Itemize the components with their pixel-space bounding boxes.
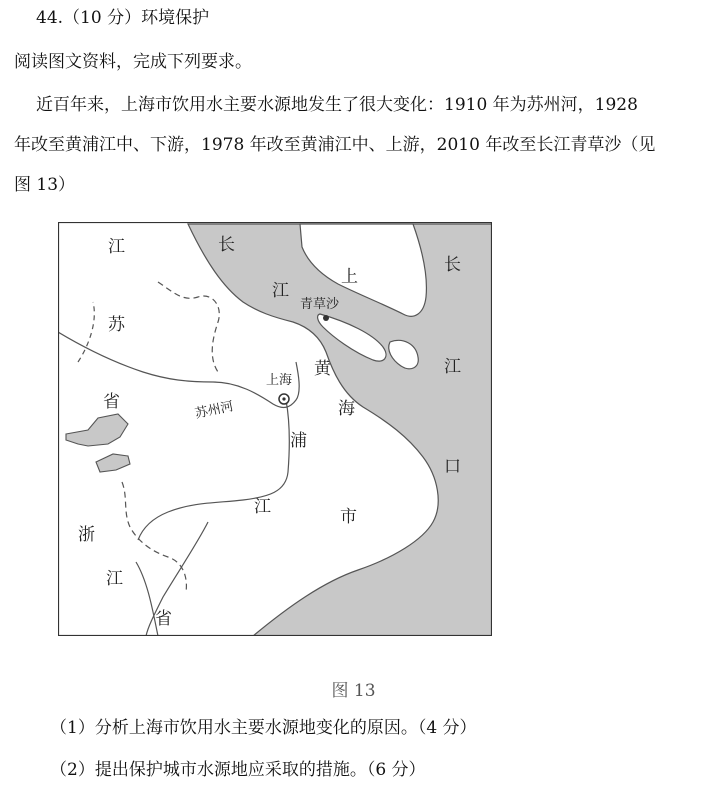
label-changjiangkou-2: 江 (444, 357, 461, 377)
paragraph-line-1: 近百年来，上海市饮用水主要水源地发生了很大变化：1910 年为苏州河，1928 (36, 95, 638, 115)
map-svg (58, 222, 492, 636)
label-jiangsu-3: 省 (103, 392, 120, 412)
label-huangpu-2: 浦 (290, 431, 307, 451)
label-huangpu-3: 江 (254, 497, 271, 517)
shanghai-city-dot (282, 397, 285, 400)
label-zhejiang-1: 浙 (78, 525, 95, 545)
label-jiangsu-1: 江 (108, 237, 125, 257)
label-zhejiang-3: 省 (155, 609, 172, 629)
qingcaosha-marker (323, 315, 329, 321)
label-suzhouhe: 苏州河 (193, 399, 235, 422)
label-changjiang-top-2: 江 (272, 281, 289, 301)
label-shi: 市 (340, 507, 357, 527)
label-changjiang-top-1: 长 (218, 235, 235, 255)
question-title: 44.（10 分）环境保护 (36, 8, 210, 28)
figure-caption: 图 13 (331, 681, 376, 701)
label-shang: 上 (341, 267, 358, 287)
label-hai: 海 (338, 399, 355, 419)
label-shanghai-city: 上海 (266, 373, 293, 388)
subquestion-2: （2）提出保护城市水源地应采取的措施。（6 分） (50, 760, 426, 780)
label-jiangsu-2: 苏 (108, 315, 125, 335)
subquestion-1: （1）分析上海市饮用水主要水源地变化的原因。（4 分） (50, 718, 477, 738)
label-qingcaosha: 青草沙 (300, 297, 340, 312)
label-changjiangkou-1: 长 (444, 255, 461, 275)
label-huangpu-1: 黄 (314, 359, 331, 379)
paragraph-line-2: 年改至黄浦江中、下游，1978 年改至黄浦江中、上游，2010 年改至长江青草沙（见 (14, 135, 656, 155)
figure-13-map (58, 222, 492, 636)
label-changjiangkou-3: 口 (444, 457, 461, 477)
question-instruction: 阅读图文资料，完成下列要求。 (14, 52, 252, 72)
label-zhejiang-2: 江 (106, 569, 123, 589)
paragraph-line-3: 图 13） (14, 175, 76, 195)
